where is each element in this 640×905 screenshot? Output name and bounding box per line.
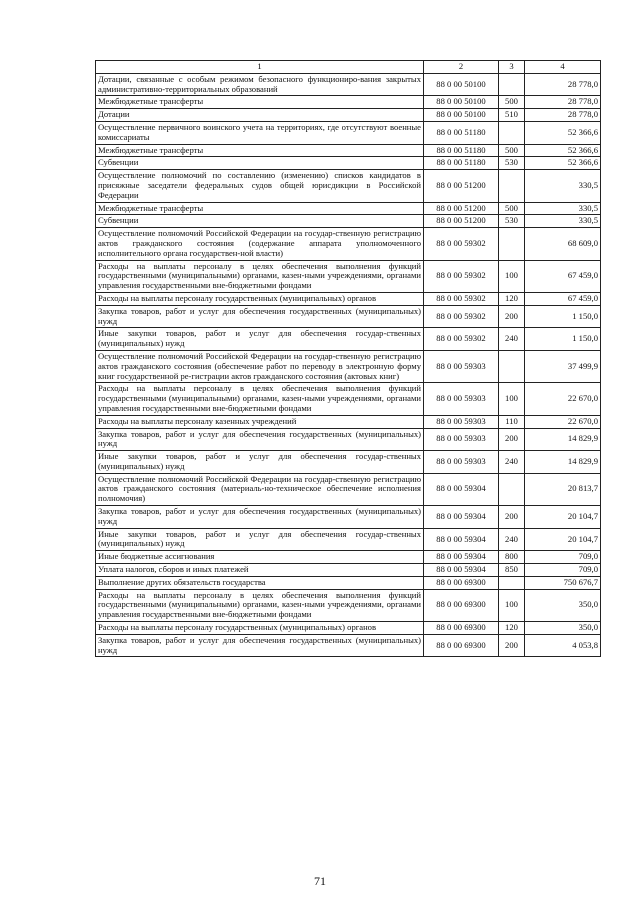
row-code-cell: 88 0 00 59303 [424, 415, 499, 428]
row-expense-type-cell: 100 [499, 383, 525, 415]
row-expense-type-cell: 110 [499, 415, 525, 428]
row-sum-cell: 330,5 [525, 170, 601, 202]
row-name-cell: Расходы на выплаты персоналу государственных (муниципальных) органов [96, 622, 424, 635]
table-row [96, 260, 601, 292]
row-sum-cell: 52 366,6 [525, 121, 601, 144]
table-row [96, 451, 601, 474]
table-row [96, 328, 601, 351]
row-name-cell: Субвенции [96, 157, 424, 170]
row-sum-cell: 350,0 [525, 589, 601, 621]
header-col-2: 2 [424, 61, 499, 74]
row-sum-cell: 1 150,0 [525, 305, 601, 328]
table-row [96, 415, 601, 428]
row-name-cell: Осуществление полномочий Российской Федерации на государ-ственную регистрацию актов гражданского состояния (обеспечение работ по переводу в электронную форму книг государственной ре-гистрации актов гражданского состояния (актовых книг) [96, 350, 424, 382]
row-sum-cell: 52 366,6 [525, 144, 601, 157]
row-expense-type-cell: 200 [499, 428, 525, 451]
row-sum-cell: 20 813,7 [525, 473, 601, 505]
row-code-cell: 88 0 00 50100 [424, 109, 499, 122]
table-row [96, 473, 601, 505]
row-code-cell: 88 0 00 59302 [424, 328, 499, 351]
row-name-cell: Закупка товаров, работ и услуг для обеспечения государственных (муниципальных) нужд [96, 305, 424, 328]
row-expense-type-cell [499, 576, 525, 589]
row-expense-type-cell: 200 [499, 506, 525, 529]
table-row [96, 73, 601, 96]
row-sum-cell: 750 676,7 [525, 576, 601, 589]
row-expense-type-cell: 240 [499, 451, 525, 474]
table-row [96, 215, 601, 228]
table-row [96, 170, 601, 202]
header-col-3: 3 [499, 61, 525, 74]
table-row [96, 506, 601, 529]
row-name-cell: Межбюджетные трансферты [96, 96, 424, 109]
row-name-cell: Осуществление первичного воинского учета на территориях, где отсутствуют военные комиссариаты [96, 121, 424, 144]
row-code-cell: 88 0 00 59303 [424, 350, 499, 382]
page-number: 71 [314, 874, 326, 888]
row-expense-type-cell: 240 [499, 328, 525, 351]
table-row [96, 292, 601, 305]
table-body [96, 73, 601, 657]
row-code-cell: 88 0 00 59304 [424, 528, 499, 551]
row-code-cell: 88 0 00 59304 [424, 564, 499, 577]
row-name-cell: Выполнение других обязательств государства [96, 576, 424, 589]
row-expense-type-cell [499, 473, 525, 505]
row-code-cell: 88 0 00 59303 [424, 428, 499, 451]
row-sum-cell: 22 670,0 [525, 383, 601, 415]
row-code-cell: 88 0 00 51200 [424, 170, 499, 202]
row-sum-cell: 28 778,0 [525, 96, 601, 109]
row-expense-type-cell: 240 [499, 528, 525, 551]
row-sum-cell: 14 829,9 [525, 428, 601, 451]
row-expense-type-cell [499, 170, 525, 202]
table-header-row [96, 61, 601, 74]
row-name-cell: Межбюджетные трансферты [96, 202, 424, 215]
row-name-cell: Иные закупки товаров, работ и услуг для обеспечения государ-ственных (муниципальных) нужд [96, 328, 424, 351]
row-expense-type-cell: 500 [499, 144, 525, 157]
row-code-cell: 88 0 00 59303 [424, 451, 499, 474]
table-row [96, 528, 601, 551]
row-sum-cell: 37 499,9 [525, 350, 601, 382]
table-row [96, 589, 601, 621]
row-name-cell: Иные закупки товаров, работ и услуг для обеспечения государ-ственных (муниципальных) нужд [96, 528, 424, 551]
row-expense-type-cell: 100 [499, 260, 525, 292]
row-expense-type-cell [499, 350, 525, 382]
row-name-cell: Закупка товаров, работ и услуг для обеспечения государственных (муниципальных) нужд [96, 634, 424, 657]
row-code-cell: 88 0 00 69300 [424, 634, 499, 657]
row-expense-type-cell: 200 [499, 305, 525, 328]
row-name-cell: Иные закупки товаров, работ и услуг для обеспечения государ-ственных (муниципальных) нужд [96, 451, 424, 474]
table-row [96, 305, 601, 328]
table-row [96, 634, 601, 657]
table-row [96, 576, 601, 589]
table-row [96, 350, 601, 382]
table-row [96, 564, 601, 577]
table-row [96, 202, 601, 215]
row-expense-type-cell: 200 [499, 634, 525, 657]
row-name-cell: Осуществление полномочий Российской Федерации на государ-ственную регистрацию актов гражданского состояния (содержание аппарата уполномоченного исполнительного органа государствен-ной власти) [96, 228, 424, 260]
row-expense-type-cell: 500 [499, 202, 525, 215]
row-sum-cell: 20 104,7 [525, 506, 601, 529]
row-name-cell: Дотации [96, 109, 424, 122]
row-name-cell: Расходы на выплаты персоналу государственных (муниципальных) органов [96, 292, 424, 305]
row-code-cell: 88 0 00 51200 [424, 202, 499, 215]
row-name-cell: Расходы на выплаты персоналу казенных учреждений [96, 415, 424, 428]
row-code-cell: 88 0 00 51180 [424, 121, 499, 144]
budget-table [95, 60, 601, 657]
row-sum-cell: 709,0 [525, 564, 601, 577]
row-sum-cell: 330,5 [525, 202, 601, 215]
row-code-cell: 88 0 00 51200 [424, 215, 499, 228]
row-sum-cell: 14 829,9 [525, 451, 601, 474]
row-sum-cell: 350,0 [525, 622, 601, 635]
row-code-cell: 88 0 00 59302 [424, 260, 499, 292]
row-name-cell: Расходы на выплаты персоналу в целях обеспечения выполнения функций государственными (муниципальными) органами, казен-ными учреждениями, органами управления государственными вне-бюджетными фондами [96, 589, 424, 621]
row-code-cell: 88 0 00 50100 [424, 96, 499, 109]
header-col-4: 4 [525, 61, 601, 74]
row-code-cell: 88 0 00 51180 [424, 144, 499, 157]
row-code-cell: 88 0 00 69300 [424, 589, 499, 621]
row-expense-type-cell: 100 [499, 589, 525, 621]
row-sum-cell: 22 670,0 [525, 415, 601, 428]
table-row [96, 228, 601, 260]
row-expense-type-cell: 850 [499, 564, 525, 577]
row-expense-type-cell [499, 73, 525, 96]
row-code-cell: 88 0 00 51180 [424, 157, 499, 170]
row-expense-type-cell: 510 [499, 109, 525, 122]
row-code-cell: 88 0 00 59304 [424, 506, 499, 529]
row-sum-cell: 28 778,0 [525, 109, 601, 122]
row-sum-cell: 20 104,7 [525, 528, 601, 551]
table-row [96, 383, 601, 415]
row-sum-cell: 67 459,0 [525, 260, 601, 292]
row-name-cell: Закупка товаров, работ и услуг для обеспечения государственных (муниципальных) нужд [96, 506, 424, 529]
row-sum-cell: 52 366,6 [525, 157, 601, 170]
row-expense-type-cell: 800 [499, 551, 525, 564]
row-code-cell: 88 0 00 50100 [424, 73, 499, 96]
table-row [96, 121, 601, 144]
row-expense-type-cell: 120 [499, 622, 525, 635]
row-code-cell: 88 0 00 69300 [424, 622, 499, 635]
row-expense-type-cell: 120 [499, 292, 525, 305]
row-name-cell: Расходы на выплаты персоналу в целях обеспечения выполнения функций государственными (муниципальными) органами, казен-ными учреждениями, органами управления государственными вне-бюджетными фондами [96, 260, 424, 292]
row-sum-cell: 28 778,0 [525, 73, 601, 96]
row-code-cell: 88 0 00 59304 [424, 473, 499, 505]
row-expense-type-cell [499, 228, 525, 260]
row-expense-type-cell: 530 [499, 215, 525, 228]
row-sum-cell: 709,0 [525, 551, 601, 564]
table-row [96, 428, 601, 451]
row-name-cell: Субвенции [96, 215, 424, 228]
row-sum-cell: 4 053,8 [525, 634, 601, 657]
row-code-cell: 88 0 00 69300 [424, 576, 499, 589]
table-row [96, 144, 601, 157]
row-sum-cell: 67 459,0 [525, 292, 601, 305]
table-row [96, 109, 601, 122]
row-code-cell: 88 0 00 59304 [424, 551, 499, 564]
row-code-cell: 88 0 00 59302 [424, 228, 499, 260]
row-code-cell: 88 0 00 59303 [424, 383, 499, 415]
header-col-1: 1 [96, 61, 424, 74]
table-row [96, 96, 601, 109]
row-sum-cell: 330,5 [525, 215, 601, 228]
table-row [96, 622, 601, 635]
row-name-cell: Дотации, связанные с особым режимом безопасного функциониро-вания закрытых административно-территориальных образований [96, 73, 424, 96]
row-sum-cell: 68 609,0 [525, 228, 601, 260]
row-code-cell: 88 0 00 59302 [424, 305, 499, 328]
row-expense-type-cell: 530 [499, 157, 525, 170]
row-expense-type-cell [499, 121, 525, 144]
row-sum-cell: 1 150,0 [525, 328, 601, 351]
document-page [95, 60, 600, 657]
row-name-cell: Расходы на выплаты персоналу в целях обеспечения выполнения функций государственными (муниципальными) органами, казен-ными учреждениями, органами управления государственными вне-бюджетными фондами [96, 383, 424, 415]
row-name-cell: Осуществление полномочий по составлению (изменению) списков кандидатов в присяжные заседатели федеральных судов общей юрисдикции в Российской Федерации [96, 170, 424, 202]
row-name-cell: Межбюджетные трансферты [96, 144, 424, 157]
row-name-cell: Закупка товаров, работ и услуг для обеспечения государственных (муниципальных) нужд [96, 428, 424, 451]
table-row [96, 551, 601, 564]
row-name-cell: Уплата налогов, сборов и иных платежей [96, 564, 424, 577]
row-name-cell: Иные бюджетные ассигнования [96, 551, 424, 564]
table-row [96, 157, 601, 170]
row-name-cell: Осуществление полномочий Российской Федерации на государ-ственную регистрацию актов гражданского состояния (материаль-но-техническое обеспечение исполнения полномочия) [96, 473, 424, 505]
row-expense-type-cell: 500 [499, 96, 525, 109]
row-code-cell: 88 0 00 59302 [424, 292, 499, 305]
